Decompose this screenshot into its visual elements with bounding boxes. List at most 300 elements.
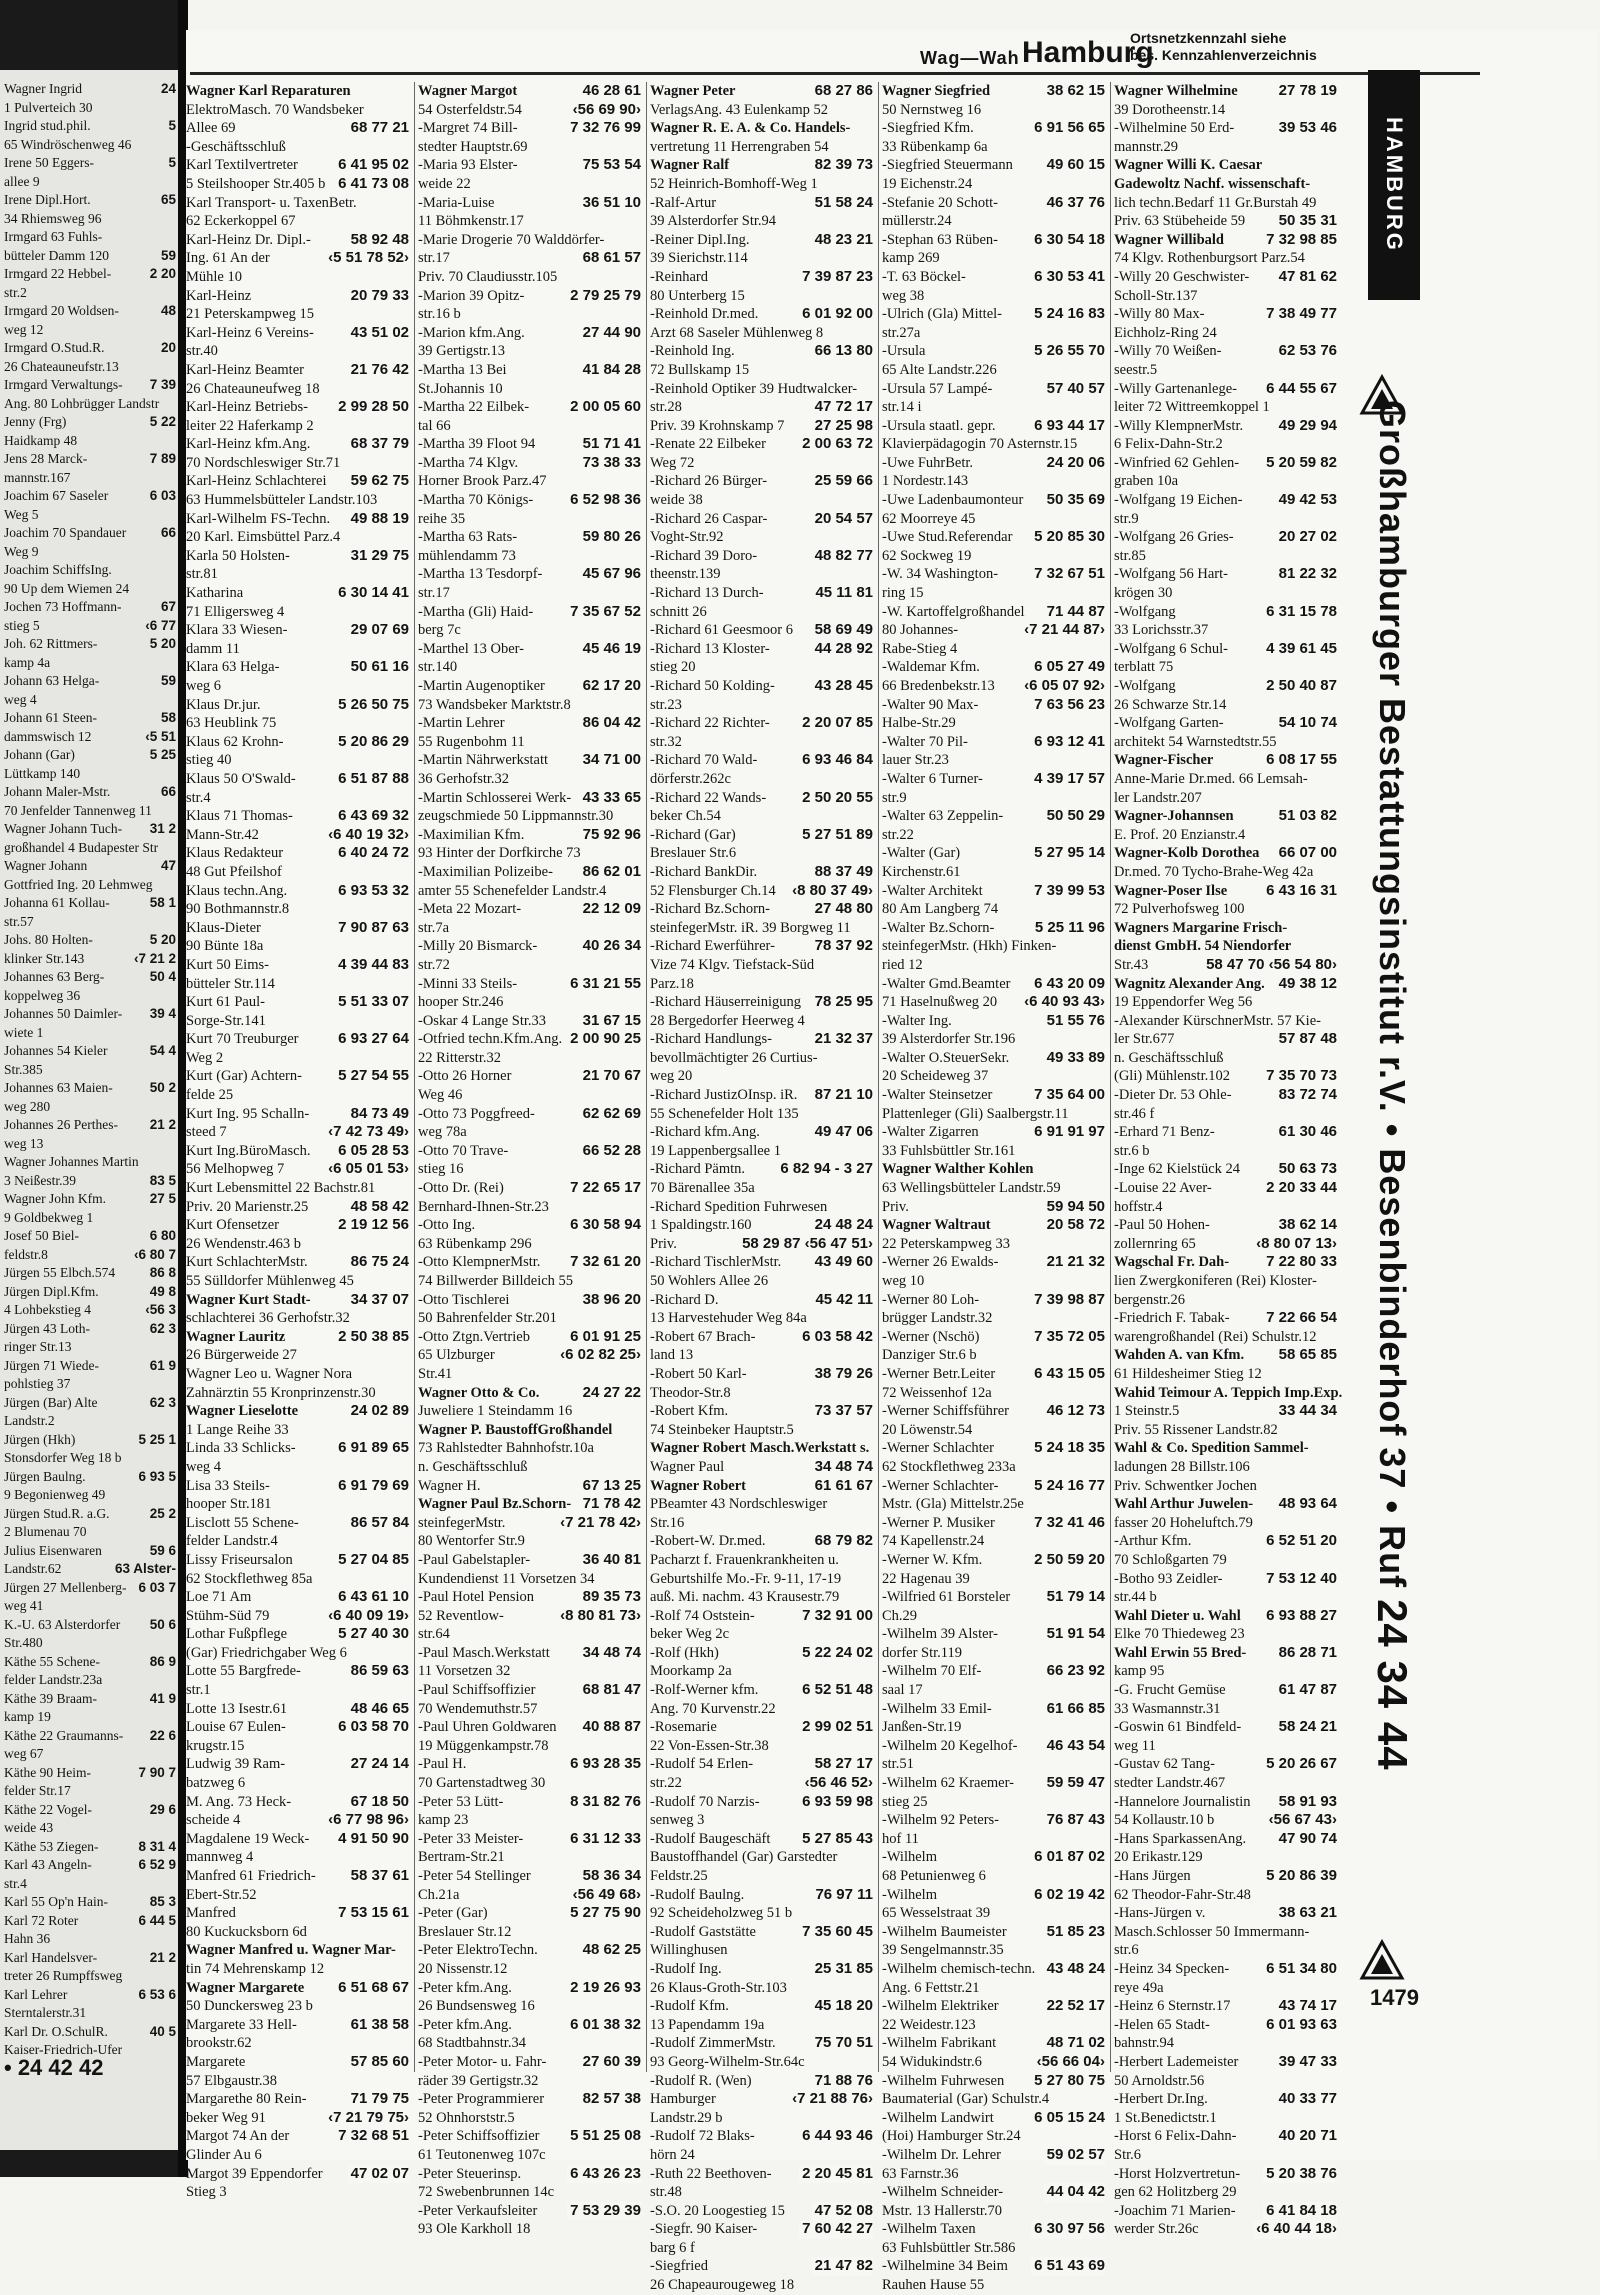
directory-entry [650, 1514, 875, 1533]
entry-phone-number: 7 32 41 46 [1031, 1514, 1105, 1533]
entry-name-address: Jürgen (Hkh) [4, 1431, 76, 1447]
entry-name-address: 1 Pulverteich 30 [4, 99, 93, 115]
entry-phone-number: 7 22 65 17 [567, 1179, 641, 1198]
directory-entry [882, 1960, 1107, 1979]
directory-entry [1114, 900, 1339, 919]
directory-entry [650, 1049, 875, 1068]
directory-entry [882, 101, 1107, 120]
directory-entry [650, 1402, 875, 1421]
entry-name-address: Wagnitz Alexander Ang. [1114, 975, 1265, 992]
entry-name-address: Joh. 62 Rittmers- [4, 636, 98, 651]
entry-name-address: -Siegfr. 90 Kaiser- [650, 2221, 758, 2238]
directory-entry [4, 1005, 176, 1024]
entry-name-address: 63 Rübenkamp 296 [418, 1235, 532, 1252]
directory-entry [882, 2016, 1107, 2035]
directory-entry [186, 2016, 411, 2035]
entry-name-address: weg 67 [4, 1746, 44, 1761]
directory-entry [186, 584, 411, 603]
entry-phone-number: 6 30 53 41 [1031, 268, 1105, 287]
entry-phone-number: 6 30 14 41 [335, 584, 409, 603]
entry-name-address: Mstr. (Gla) Mittelstr.25e [882, 1496, 1024, 1513]
entry-name-address: Käthe 55 Schene- [4, 1653, 100, 1669]
directory-entry [650, 417, 875, 436]
directory-entry [186, 194, 411, 213]
entry-phone-number: 6 41 95 02 [335, 156, 409, 175]
entry-phone-number: ‹7 21 44 87› [1021, 621, 1105, 640]
directory-entry [650, 1160, 875, 1179]
directory-entry [650, 1123, 875, 1142]
directory-entry [4, 413, 176, 432]
entry-name-address: beker Ch.54 [650, 808, 721, 825]
entry-phone-number: 51 79 14 [1044, 1588, 1105, 1607]
directory-entry [4, 635, 176, 654]
entry-name-address: -Ursula 57 Lampé- [882, 380, 993, 397]
entry-name-address: -Waldemar Kfm. [882, 659, 980, 676]
entry-phone-number: 51 55 76 [1044, 1012, 1105, 1031]
entry-name-address: architekt 54 Warnstedtstr.55 [1114, 733, 1277, 750]
entry-name-address: -Friedrich F. Tabak- [1114, 1310, 1230, 1327]
directory-entry [186, 863, 411, 882]
entry-name-address: -Botho 93 Zeidler- [1114, 1570, 1223, 1587]
entry-name-address: Wagner Walther Kohlen [882, 1161, 1034, 1178]
directory-entry [1114, 1867, 1339, 1886]
directory-entry [1114, 119, 1339, 138]
directory-entry [186, 1439, 411, 1458]
entry-name-address: tal 66 [418, 417, 451, 434]
entry-name-address: dorfer Str.119 [882, 1644, 963, 1661]
entry-name-address: str.81 [186, 566, 218, 583]
entry-name-address: -Wilhelm Fuhrwesen [882, 2072, 1005, 2089]
directory-entry [186, 417, 411, 436]
directory-entry [882, 1811, 1107, 1830]
entry-name-address: -Oskar 4 Lange Str.33 [418, 1012, 547, 1029]
entry-phone-number: ‹56 69 90› [570, 101, 641, 120]
directory-entry [1114, 491, 1339, 510]
entry-phone-number: 66 52 28 [580, 1142, 641, 1161]
directory-entry [650, 1067, 875, 1086]
directory-entry [1114, 677, 1339, 696]
entry-phone-number: 58 24 21 [1276, 1718, 1337, 1737]
entry-name-address: 66 Bredenbekstr.13 [882, 678, 995, 694]
entry-name-address: 92 Scheideholzweg 51 b [650, 1905, 793, 1922]
directory-entry [4, 265, 176, 284]
directory-entry [882, 584, 1107, 603]
entry-phone-number: 6 03 58 42 [799, 1328, 873, 1347]
directory-entry [418, 1997, 643, 2016]
entry-name-address: 52 Reventlow- [418, 1607, 504, 1624]
entry-phone-number: 21 2 [150, 1949, 176, 1968]
directory-entry [1114, 1662, 1339, 1681]
entry-phone-number: 7 39 99 53 [1031, 882, 1105, 901]
directory-entry [418, 510, 643, 529]
entry-phone-number: 61 38 58 [348, 2016, 409, 2035]
entry-name-address: -Erhard 71 Benz- [1114, 1124, 1215, 1141]
directory-entry [882, 993, 1107, 1012]
directory-entry [650, 1755, 875, 1774]
entry-name-address: Danziger Str.6 b [882, 1347, 977, 1364]
entry-name-address: -Horst Holzvertretun- [1114, 2165, 1241, 2182]
directory-entry [882, 2127, 1107, 2146]
entry-phone-number: 47 02 07 [348, 2165, 409, 2184]
directory-entry [4, 1653, 176, 1672]
entry-phone-number: 48 46 65 [348, 1700, 409, 1719]
directory-entry [186, 342, 411, 361]
entry-phone-number: 47 72 17 [812, 398, 873, 417]
directory-entry [418, 714, 643, 733]
directory-entry [186, 1123, 411, 1142]
directory-entry [882, 2183, 1107, 2202]
entry-name-address: -Richard 26 Caspar- [650, 510, 768, 527]
entry-phone-number: 71 44 87 [1044, 603, 1105, 622]
entry-phone-number: 29 07 69 [348, 621, 409, 640]
entry-phone-number: 6 91 89 65 [335, 1439, 409, 1458]
entry-name-address: weg 4 [186, 1458, 222, 1475]
entry-name-address: 36 Gerhofstr.32 [418, 770, 510, 787]
entry-phone-number: 50 35 69 [1044, 491, 1105, 510]
entry-phone-number: 6 02 19 42 [1031, 1886, 1105, 1905]
entry-phone-number: 27 78 19 [1276, 82, 1337, 101]
previous-page-footer-phone: • 24 42 42 [4, 2055, 104, 2080]
directory-entry [1114, 1142, 1339, 1161]
entry-name-address: weg 20 [650, 1068, 693, 1085]
directory-entry [186, 1514, 411, 1533]
entry-phone-number: 51 91 54 [1044, 1625, 1105, 1644]
entry-phone-number: 57 85 60 [348, 2053, 409, 2072]
entry-name-address: -Maria 93 Elster- [418, 157, 518, 174]
funeral-institute-logo-icon [1360, 1940, 1404, 1980]
entry-phone-number: 6 52 51 20 [1263, 1532, 1337, 1551]
entry-phone-number: 34 37 07 [348, 1291, 409, 1310]
entry-name-address: -Walter Steinsetzer [882, 1087, 993, 1104]
directory-entry [4, 1801, 176, 1820]
entry-phone-number: 2 50 20 55 [799, 789, 873, 808]
entry-phone-number: 45 42 11 [812, 1291, 873, 1310]
entry-name-address: stieg 16 [418, 1161, 464, 1178]
entry-name-address: 74 Billwerder Billdeich 55 [418, 1273, 574, 1289]
entry-name-address: n. Geschäftsschluß [1114, 1049, 1224, 1066]
entry-name-address: 65 Alte Landstr.226 [882, 361, 997, 378]
entry-name-address: -Milly 20 Bismarck- [418, 938, 538, 955]
directory-entry [418, 919, 643, 938]
directory-entry [1114, 807, 1339, 826]
entry-name-address: kamp 95 [1114, 1663, 1165, 1680]
entry-name-address: Lisclott 55 Schene- [186, 1514, 299, 1531]
entry-name-address: 80 Wentorfer Str.9 [418, 1533, 525, 1550]
entry-phone-number: 25 2 [150, 1505, 176, 1524]
directory-entry [1114, 249, 1339, 268]
entry-name-address: -Siegfried [650, 2258, 708, 2275]
directory-entry [4, 487, 176, 506]
directory-entry [650, 621, 875, 640]
entry-name-address: Willinghusen [650, 1942, 728, 1959]
directory-entry [650, 1198, 875, 1217]
directory-entry [650, 398, 875, 417]
directory-entry [4, 1949, 176, 1968]
directory-entry [650, 2016, 875, 2035]
entry-name-address: 61 Hildesheimer Stieg 12 [1114, 1365, 1262, 1382]
entry-phone-number: 40 5 [150, 2023, 176, 2042]
directory-entry [882, 1700, 1107, 1719]
directory-entry [882, 807, 1107, 826]
directory-entry [418, 1049, 643, 1068]
entry-phone-number: 6 03 58 70 [335, 1718, 409, 1737]
entry-phone-number: 24 27 22 [580, 1384, 641, 1403]
entry-name-address: -Wilhelm [882, 1886, 937, 1903]
entry-name-address: Kurt 61 Paul- [186, 994, 265, 1011]
entry-name-address: str.16 b [418, 306, 461, 323]
directory-entry [418, 1235, 643, 1254]
directory-entry [186, 2146, 411, 2165]
entry-name-address: -Ulrich (Gla) Mittel- [882, 306, 1002, 323]
directory-entry [650, 2220, 875, 2239]
entry-name-address: Wagner Manfred u. Wagner Mar- [186, 1942, 396, 1959]
entry-name-address: Wagner R. E. A. & Co. Handels- [650, 120, 851, 137]
entry-phone-number: 5 [168, 154, 176, 173]
entry-name-address: 63 Heublink 75 [186, 715, 277, 732]
entry-name-address: -Walter 6 Turner- [882, 770, 983, 787]
entry-name-address: Allee 69 [186, 120, 236, 137]
entry-name-address: Kaiser-Friedrich-Ufer [4, 2042, 123, 2057]
directory-entry [1114, 1904, 1339, 1923]
entry-name-address: Wahden A. van Kfm. [1114, 1347, 1245, 1364]
directory-entry [882, 621, 1107, 640]
directory-entry [1114, 472, 1339, 491]
entry-name-address: -Dieter Dr. 53 Ohle- [1114, 1087, 1232, 1104]
entry-name-address: ElektroMasch. 70 Wandsbeker [186, 101, 364, 118]
directory-entry [882, 1365, 1107, 1384]
entry-phone-number: 71 79 75 [348, 2090, 409, 2109]
directory-entry [4, 709, 176, 728]
entry-name-address: weg 12 [4, 321, 44, 337]
directory-entry [186, 1067, 411, 1086]
directory-entry [186, 1365, 411, 1384]
directory-entry [418, 863, 643, 882]
entry-phone-number: 6 41 73 08 [335, 175, 409, 194]
directory-entry [418, 2053, 643, 2072]
entry-phone-number: 61 61 67 [812, 1477, 873, 1496]
entry-name-address: wiete 1 [4, 1024, 44, 1040]
entry-name-address: Ch.21a [418, 1886, 460, 1903]
directory-entry [882, 1495, 1107, 1514]
entry-name-address: -Werner Schlachter- [882, 1477, 999, 1494]
directory-entry [186, 435, 411, 454]
directory-entry [650, 138, 875, 157]
directory-entry [882, 1793, 1107, 1812]
entry-name-address: -Otto Dr. (Rei) [418, 1180, 504, 1197]
directory-column-2 [418, 82, 643, 2238]
directory-entry [1114, 454, 1339, 473]
entry-phone-number: 5 20 85 30 [1031, 528, 1105, 547]
entry-name-address: felder Landstr.4 [186, 1533, 278, 1550]
entry-name-address: amter 55 Schenefelder Landstr.4 [418, 882, 607, 899]
entry-name-address: Julius Eisenwaren [4, 1542, 102, 1558]
entry-name-address: -Willy Gartenanlege- [1114, 380, 1238, 397]
entry-name-address: Wahl Dieter u. Wahl [1114, 1607, 1241, 1624]
entry-name-address: 55 Sülldorfer Mühlenweg 45 [186, 1273, 354, 1289]
entry-name-address: -Peter kfm.Ang. [418, 2016, 512, 2033]
directory-entry [418, 1067, 643, 1086]
directory-entry [650, 361, 875, 380]
entry-name-address: -Peter ElektroTechn. [418, 1942, 538, 1959]
entry-name-address: 26 Chateauneufweg 18 [186, 380, 320, 397]
entry-phone-number: 6 30 97 56 [1031, 2220, 1105, 2239]
directory-entry [186, 138, 411, 157]
entry-phone-number: ‹6 80 7 [134, 1246, 176, 1265]
entry-phone-number: 43 74 17 [1276, 1997, 1337, 2016]
entry-phone-number: 2 20 45 81 [799, 2165, 873, 2184]
directory-entry [418, 249, 643, 268]
entry-name-address: -Paul Schiffsoffizier [418, 1682, 536, 1699]
entry-name-address: -Rudolf R. (Wen) [650, 2072, 752, 2089]
entry-name-address: Wagner Siegfried [882, 83, 991, 99]
directory-entry [882, 1662, 1107, 1681]
entry-phone-number: 5 25 11 96 [1032, 919, 1105, 938]
entry-name-address: -Uwe Ladenbaumonteur [882, 492, 1024, 509]
entry-name-address: Rabe-Stieg 4 [882, 640, 958, 657]
directory-entry [4, 672, 176, 691]
directory-entry [186, 1216, 411, 1235]
directory-entry [882, 1514, 1107, 1533]
entry-name-address: müllerstr.24 [882, 213, 952, 230]
directory-entry [4, 950, 176, 969]
entry-name-address: bütteler Str.114 [186, 975, 275, 992]
entry-name-address: Arzt 68 Saseler Mühlenweg 8 [650, 324, 824, 341]
entry-name-address: 68 Stadtbahnstr.34 [418, 2035, 526, 2052]
directory-entry [418, 1532, 643, 1551]
entry-name-address: 21 Peterskampweg 15 [186, 306, 315, 323]
entry-name-address: Wagner John Kfm. [4, 1191, 107, 1206]
directory-entry [418, 565, 643, 584]
directory-entry [1114, 621, 1339, 640]
directory-entry [882, 2276, 1107, 2295]
advertisement-name: Großhamburger Bestattungsinstitut r.V. [1372, 400, 1413, 1113]
directory-entry [882, 324, 1107, 343]
entry-phone-number: 73 37 57 [812, 1402, 873, 1421]
directory-entry [4, 247, 176, 266]
directory-entry [186, 975, 411, 994]
directory-entry [882, 1458, 1107, 1477]
entry-name-address: -Rudolf Baulng. [650, 1886, 745, 1903]
entry-name-address: -Reinhold Optiker 39 Hudtwalcker- [650, 380, 858, 397]
directory-entry [4, 1690, 176, 1709]
directory-entry [650, 1365, 875, 1384]
entry-name-address: steed 7 [186, 1124, 227, 1141]
directory-entry [1114, 268, 1339, 287]
directory-entry [882, 2146, 1107, 2165]
entry-name-address: 61 Teutonenweg 107c [418, 2146, 546, 2163]
entry-phone-number: 2 00 90 25 [567, 1030, 641, 1049]
directory-entry [418, 1309, 643, 1328]
entry-name-address: treter 26 Rumpffsweg [4, 1968, 123, 1983]
entry-name-address: -Stephan 63 Rüben- [882, 231, 998, 248]
directory-entry [882, 231, 1107, 250]
entry-name-address: 70 Nordschleswiger Str.71 [186, 454, 341, 471]
entry-name-address: 65 Windröschenweg 46 [4, 136, 132, 152]
entry-name-address: -Richard TischlerMstr. [650, 1254, 782, 1271]
entry-name-address: 1 Lange Reihe 33 [186, 1421, 289, 1438]
entry-name-address: Johannes 50 Daimler- [4, 1006, 123, 1021]
directory-entry [1114, 1960, 1339, 1979]
entry-phone-number: 41 84 28 [580, 361, 641, 380]
directory-entry [650, 937, 875, 956]
entry-name-address: (Gli) Mühlenstr.102 [1114, 1068, 1230, 1085]
directory-entry [418, 231, 643, 250]
directory-entry [4, 1172, 176, 1191]
directory-entry [882, 194, 1107, 213]
directory-entry [418, 528, 643, 547]
directory-entry [4, 1320, 176, 1339]
directory-entry [4, 1116, 176, 1135]
directory-entry [650, 1439, 875, 1458]
entry-name-address: Wahl Arthur Juwelen- [1114, 1496, 1254, 1513]
directory-entry [418, 900, 643, 919]
directory-entry [650, 1086, 875, 1105]
directory-entry [650, 342, 875, 361]
entry-name-address: Kundendienst 11 Vorsetzen 34 [418, 1570, 595, 1587]
entry-name-address: 50 Arnoldstr.56 [1114, 2072, 1205, 2089]
entry-phone-number: 6 43 16 31 [1263, 882, 1337, 901]
entry-name-address: 90 Bothmannstr.8 [186, 901, 290, 918]
directory-entry [186, 733, 411, 752]
entry-name-address: M. Ang. 73 Heck- [186, 1793, 292, 1810]
entry-name-address: fasser 20 Hoheluftch.79 [1114, 1514, 1253, 1531]
directory-entry [186, 1049, 411, 1068]
entry-name-address: Joachim SchiffsIng. [4, 562, 112, 577]
directory-entry [1114, 1495, 1339, 1514]
entry-name-address: 1 Steinstr.5 [1114, 1403, 1180, 1420]
directory-entry [418, 937, 643, 956]
entry-phone-number: 6 52 9 [138, 1856, 176, 1875]
directory-entry [4, 1135, 176, 1154]
entry-phone-number: 76 87 43 [1044, 1811, 1105, 1830]
entry-phone-number: 50 6 [150, 1616, 176, 1635]
directory-entry [4, 1523, 176, 1542]
entry-name-address: koppelweg 36 [4, 987, 81, 1003]
directory-entry [882, 119, 1107, 138]
entry-name-address: Johann 63 Helga- [4, 673, 100, 688]
entry-name-address: -Robert 50 Karl- [650, 1365, 747, 1382]
entry-name-address: -Paul Hotel Pension [418, 1589, 534, 1606]
entry-name-address: Wagner Paul [650, 1458, 725, 1475]
entry-name-address: 33 Rübenkamp 6a [882, 138, 988, 155]
directory-entry [1114, 1477, 1339, 1496]
directory-entry [650, 1458, 875, 1477]
directory-entry [418, 640, 643, 659]
entry-phone-number: 85 3 [150, 1893, 176, 1912]
directory-entry [418, 2220, 643, 2239]
entry-name-address: Jenny (Frg) [4, 414, 67, 429]
entry-name-address: 71 Haselnußweg 20 [882, 994, 998, 1011]
directory-entry [882, 1830, 1107, 1849]
entry-name-address: Juweliere 1 Steindamm 16 [418, 1403, 573, 1420]
directory-entry [4, 1431, 176, 1450]
entry-name-address: str.17 [418, 250, 450, 267]
entry-name-address: krugstr.15 [186, 1737, 245, 1754]
entry-name-address: bütteler Damm 120 [4, 247, 109, 263]
entry-name-address: beker Weg 91 [186, 2109, 266, 2126]
entry-phone-number: 58 [161, 709, 176, 728]
entry-name-address: -Wolfgang 56 Hart- [1114, 566, 1228, 583]
entry-name-address: 62 Moorreye 45 [882, 510, 976, 527]
entry-name-address: 73 Rahlstedter Bahnhofstr.10a [418, 1440, 594, 1457]
entry-name-address: brookstr.62 [186, 2035, 252, 2052]
entry-name-address: Johs. 80 Holten- [4, 932, 93, 947]
entry-name-address: -Richard 39 Doro- [650, 547, 758, 564]
directory-entry [650, 1662, 875, 1681]
directory-entry [4, 802, 176, 821]
entry-name-address: weide 43 [4, 1820, 54, 1835]
entry-phone-number: 7 39 [150, 376, 176, 395]
